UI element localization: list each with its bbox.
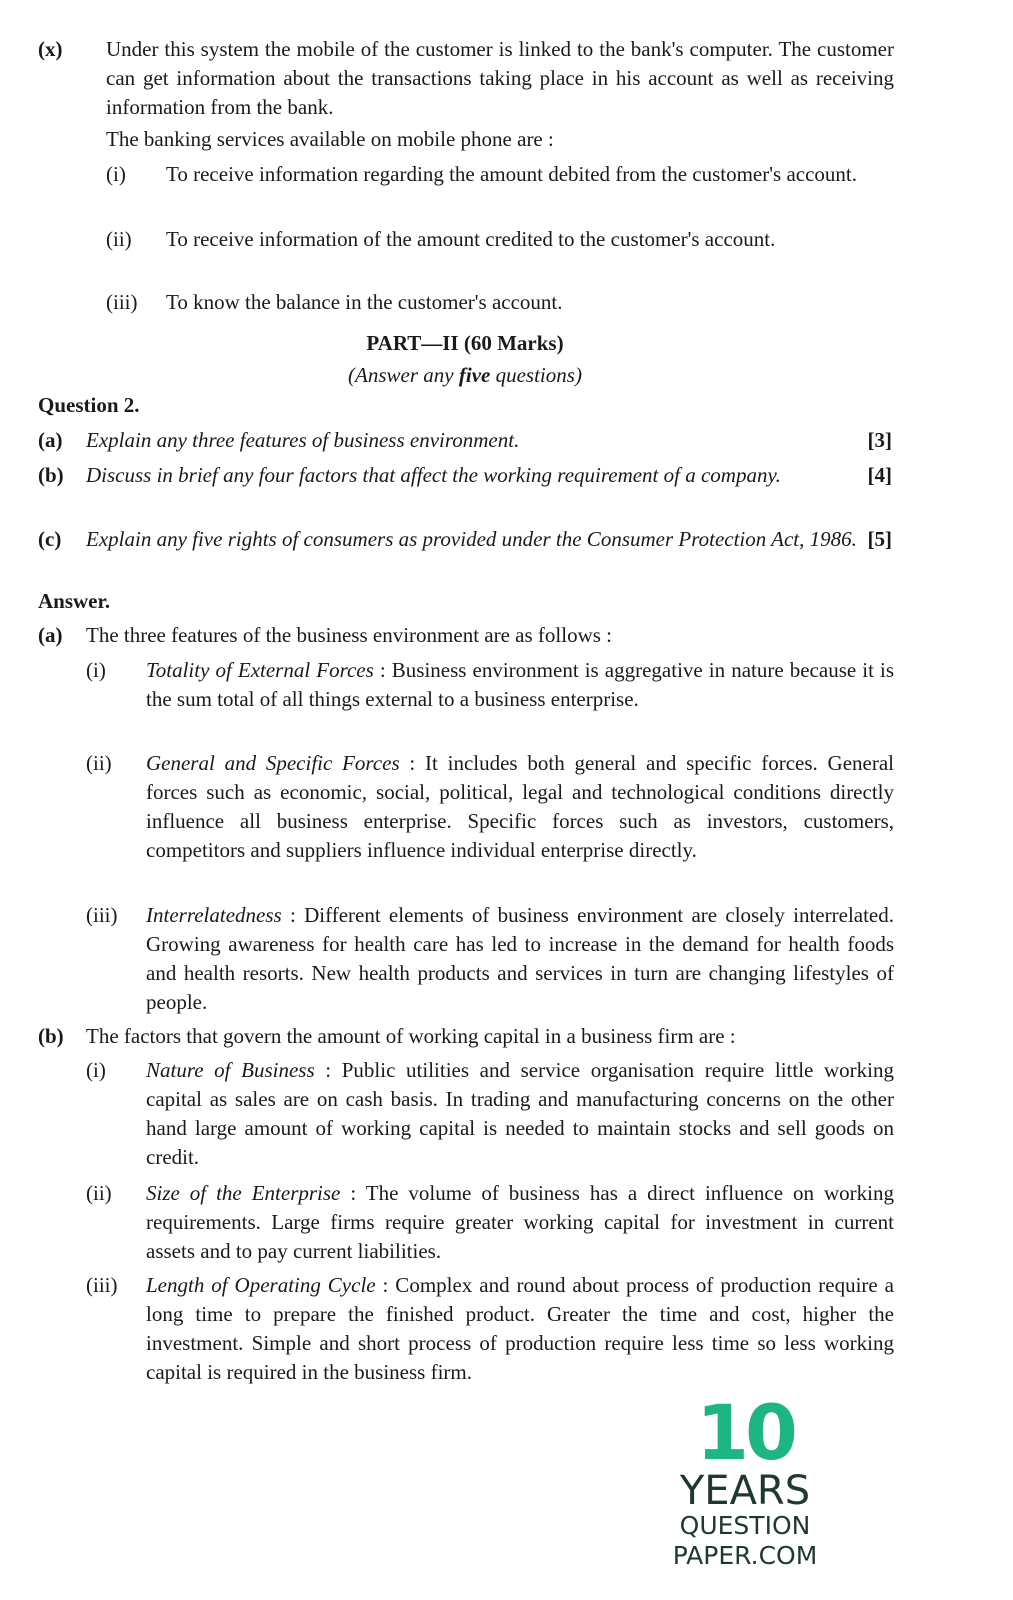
- point-label: (iii): [86, 1273, 118, 1297]
- question-label: (a): [38, 428, 63, 452]
- point-label: (ii): [86, 1181, 112, 1205]
- point-text: [146, 1179, 894, 1266]
- point-body: : The volume of business has a direct influence on working requirements. Large firms require greater working capital for investment in current assets and to pay current liabilities.: [146, 1181, 894, 1263]
- point-body: : It includes both general and specific forces. General forces such as economic, social, political, legal and technological conditions directly influence all business enterprise. Specific forces such as investors, customers, competitors and suppliers influence individual enterprise directly.: [146, 751, 894, 862]
- question-item: [86, 461, 892, 490]
- point-text: [146, 901, 894, 1017]
- point-text: [146, 656, 894, 714]
- question-text: Discuss in brief any four factors that affect the working requirement of a company.: [86, 463, 781, 487]
- question-item: [86, 426, 892, 455]
- instr-pre: (Answer any: [348, 363, 459, 387]
- point-term: Interrelatedness: [146, 903, 282, 927]
- services-intro: The banking services available on mobile phone are :: [106, 127, 554, 151]
- answer-intro: The factors that govern the amount of working capital in a business firm are :: [86, 1024, 736, 1048]
- point-body: : Public utilities and service organisation require little working capital as sales are on cash basis. In trading and manufacturing concerns on the other hand large amount of working capital is needed to maintain stocks and sell goods on credit.: [146, 1058, 894, 1169]
- logo-word: YEARS: [679, 1468, 811, 1514]
- marks: [3]: [867, 428, 892, 452]
- question-label: (b): [38, 463, 64, 487]
- item-text: Under this system the mobile of the customer is linked to the bank's computer. The customer can get information about the transactions taking place in his account as well as receiving information from the bank.: [106, 37, 894, 119]
- question-item: [86, 525, 892, 554]
- point-term: Totality of External Forces: [146, 658, 374, 682]
- point-term: General and Specific Forces: [146, 751, 400, 775]
- point-text: [146, 749, 894, 865]
- point-text: [146, 1271, 894, 1387]
- part-title: PART—II (60 Marks): [366, 331, 564, 355]
- watermark-logo: [620, 1388, 870, 1571]
- point-body: : Different elements of business environment are closely interrelated. Growing awareness for health care has led to increase in the demand for health foods and health resorts. New health products and services in turn are changing lifestyles of people.: [146, 903, 894, 1014]
- point-text: [146, 1056, 894, 1172]
- point-body: : Complex and round about process of production require a long time to prepare the finished product. Greater the time and cost, higher the investment. Simple and short process of production require less time so less working capital is required in the business firm.: [146, 1273, 894, 1384]
- answer-title: Answer.: [38, 589, 111, 613]
- point-label: (i): [86, 658, 106, 682]
- service-text: To know the balance in the customer's account.: [166, 290, 563, 314]
- service-label: (iii): [106, 290, 138, 314]
- logo-number: 10: [696, 1388, 794, 1477]
- point-label: (ii): [86, 751, 112, 775]
- answer-label: (a): [38, 623, 63, 647]
- answer-intro: The three features of the business environment are as follows :: [86, 623, 612, 647]
- service-text: To receive information regarding the amount debited from the customer's account.: [166, 162, 857, 186]
- service-label: (i): [106, 162, 126, 186]
- marks: [4]: [867, 463, 892, 487]
- point-term: Length of Operating Cycle: [146, 1273, 376, 1297]
- part-instructions: [0, 361, 930, 390]
- question-title: Question 2.: [38, 393, 140, 417]
- item-label: (x): [38, 37, 63, 61]
- instr-post: questions): [490, 363, 582, 387]
- point-label: (i): [86, 1058, 106, 1082]
- point-label: (iii): [86, 903, 118, 927]
- question-label: (c): [38, 527, 62, 551]
- answer-label: (b): [38, 1024, 64, 1048]
- logo-site: QUESTION PAPER.COM: [672, 1511, 818, 1570]
- question-text: Explain any three features of business environment.: [86, 428, 520, 452]
- point-term: Nature of Business: [146, 1058, 315, 1082]
- point-term: Size of the Enterprise: [146, 1181, 341, 1205]
- instr-bold: five: [458, 363, 491, 387]
- question-text: Explain any five rights of consumers as provided under the Consumer Protection Act, 1986.: [86, 527, 857, 551]
- marks: [5]: [867, 527, 892, 551]
- point-body: : Business environment is aggregative in nature because it is the sum total of all things external to a business enterprise.: [146, 658, 894, 711]
- service-text: To receive information of the amount credited to the customer's account.: [166, 227, 776, 251]
- service-label: (ii): [106, 227, 132, 251]
